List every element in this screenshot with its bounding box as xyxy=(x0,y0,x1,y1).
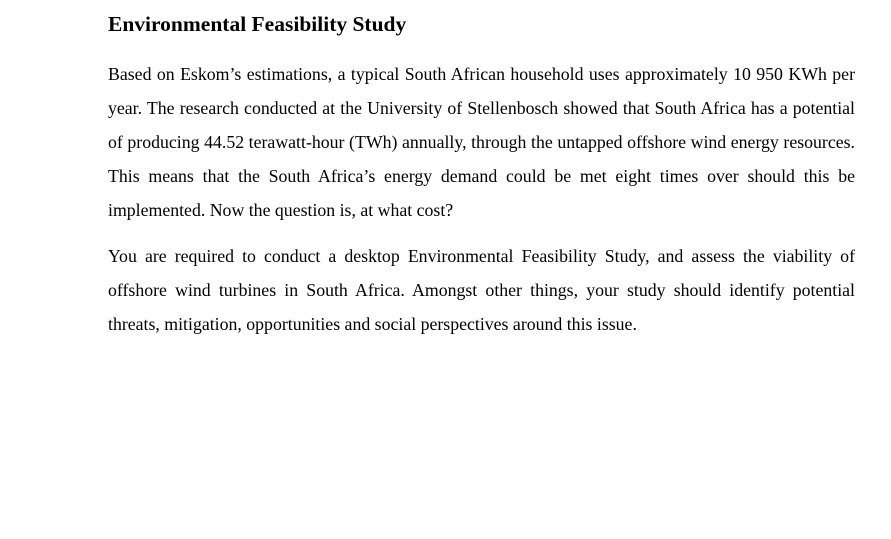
document-title: Environmental Feasibility Study xyxy=(108,12,407,36)
paragraph-eskom-estimations: Based on Eskom’s estimations, a typical South African household uses approximately 10 950 KWh per year. The research conducted at the University of Stellenbosch showed that South Africa has a potential of producing 44.52 terawatt-hour (TWh) annually, through the untapped offshore wind energy resources. This means that the South Africa’s energy demand could be met eight times over should this be implemented. Now the question is, at what cost? xyxy=(108,64,855,220)
paragraph-study-requirements: You are required to conduct a desktop Environmental Feasibility Study, and assess the viability of offshore wind turbines in South Africa. Amongst other things, your study should identify potential threats, mitigation, opportunities and social perspectives around this issue. xyxy=(108,246,855,334)
document-page xyxy=(108,10,855,353)
